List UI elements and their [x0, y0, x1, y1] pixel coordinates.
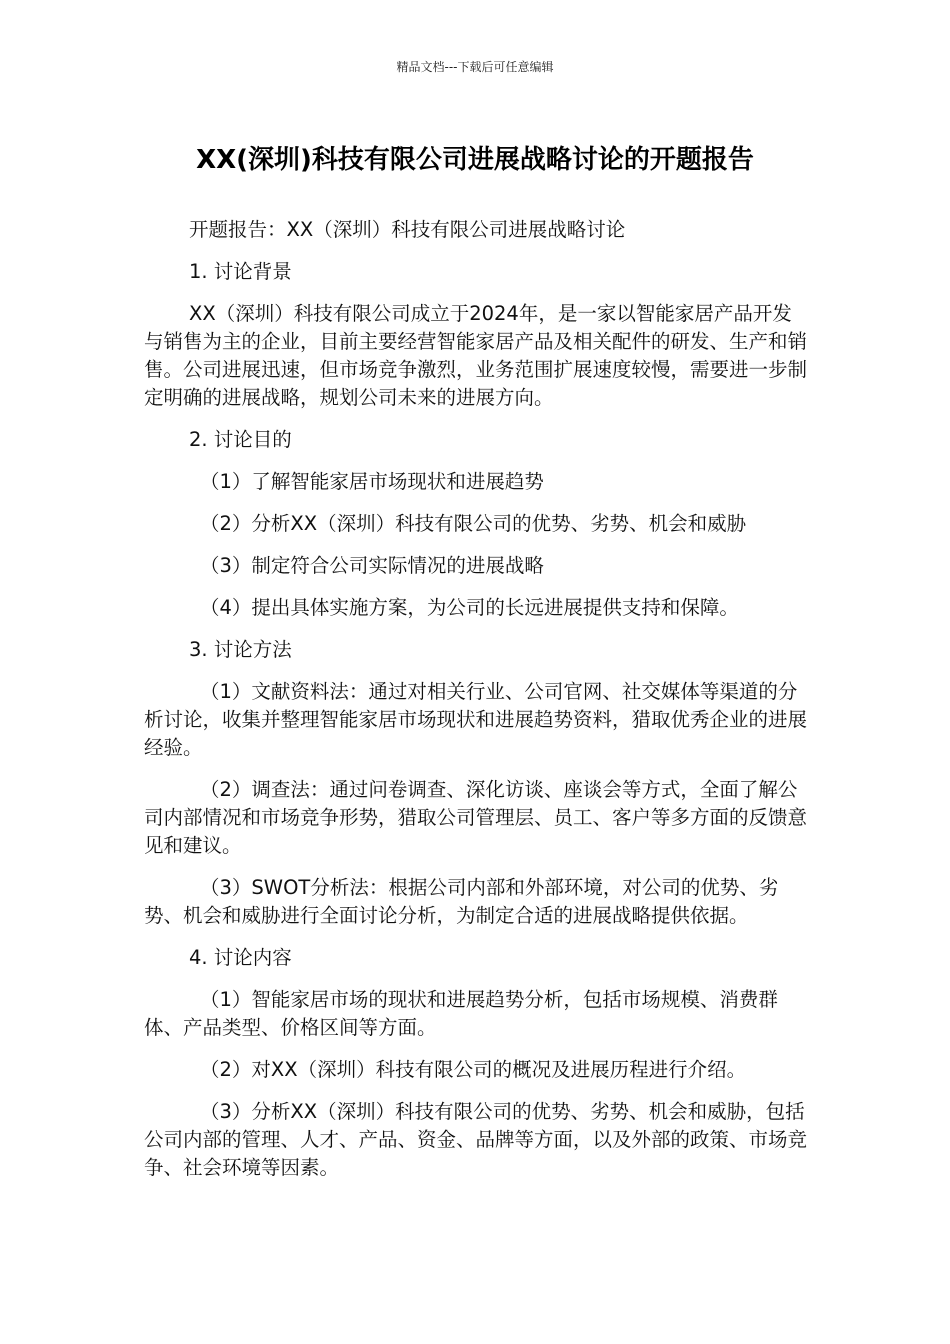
- header-note: 精品文档---下载后可任意编辑: [396, 60, 554, 74]
- list-item: （1）文献资料法：通过对相关行业、公司官网、社交媒体等渠道的分析讨论，收集并整理智能家居市场现状和进展趋势资料，猎取优秀企业的进展经验。: [144, 680, 808, 759]
- section-heading-content: 4. 讨论内容: [189, 946, 292, 969]
- list-item: （1）了解智能家居市场现状和进展趋势: [200, 470, 544, 493]
- list-item: （2）调查法：通过问卷调查、深化访谈、座谈会等方式，全面了解公司内部情况和市场竞争形势，猎取公司管理层、员工、客户等多方面的反馈意见和建议。: [144, 778, 808, 857]
- document-body: [144, 216, 808, 1196]
- list-item: （4）提出具体实施方案，为公司的长远进展提供支持和保障。: [200, 596, 739, 619]
- list-item: （2）分析XX（深圳）科技有限公司的优势、劣势、机会和威胁: [200, 512, 747, 535]
- section-heading-purpose: 2. 讨论目的: [189, 428, 292, 451]
- list-item: （2）对XX（深圳）科技有限公司的概况及进展历程进行介绍。: [200, 1058, 747, 1081]
- paragraph-background: XX（深圳）科技有限公司成立于2024年，是一家以智能家居产品开发与销售为主的企业，目前主要经营智能家居产品及相关配件的研发、生产和销售。公司进展迅速，但市场竞争激烈，业务范围扩展速度较慢，需要进一步制定明确的进展战略，规划公司未来的进展方向。: [144, 302, 808, 409]
- section-heading-background: 1. 讨论背景: [189, 260, 292, 283]
- list-item: （3）SWOT分析法：根据公司内部和外部环境，对公司的优势、劣势、机会和威胁进行全面讨论分析，为制定合适的进展战略提供依据。: [144, 876, 779, 927]
- document-title: XX(深圳)科技有限公司进展战略讨论的开题报告: [196, 145, 754, 175]
- section-heading-methods: 3. 讨论方法: [189, 638, 292, 661]
- list-item: （3）制定符合公司实际情况的进展战略: [200, 554, 544, 577]
- list-item: （3）分析XX（深圳）科技有限公司的优势、劣势、机会和威胁，包括公司内部的管理、人才、产品、资金、品牌等方面，以及外部的政策、市场竞争、社会环境等因素。: [144, 1100, 808, 1179]
- list-item: （1）智能家居市场的现状和进展趋势分析，包括市场规模、消费群体、产品类型、价格区间等方面。: [144, 988, 778, 1039]
- paragraph-report-subject: 开题报告：XX（深圳）科技有限公司进展战略讨论: [189, 218, 626, 241]
